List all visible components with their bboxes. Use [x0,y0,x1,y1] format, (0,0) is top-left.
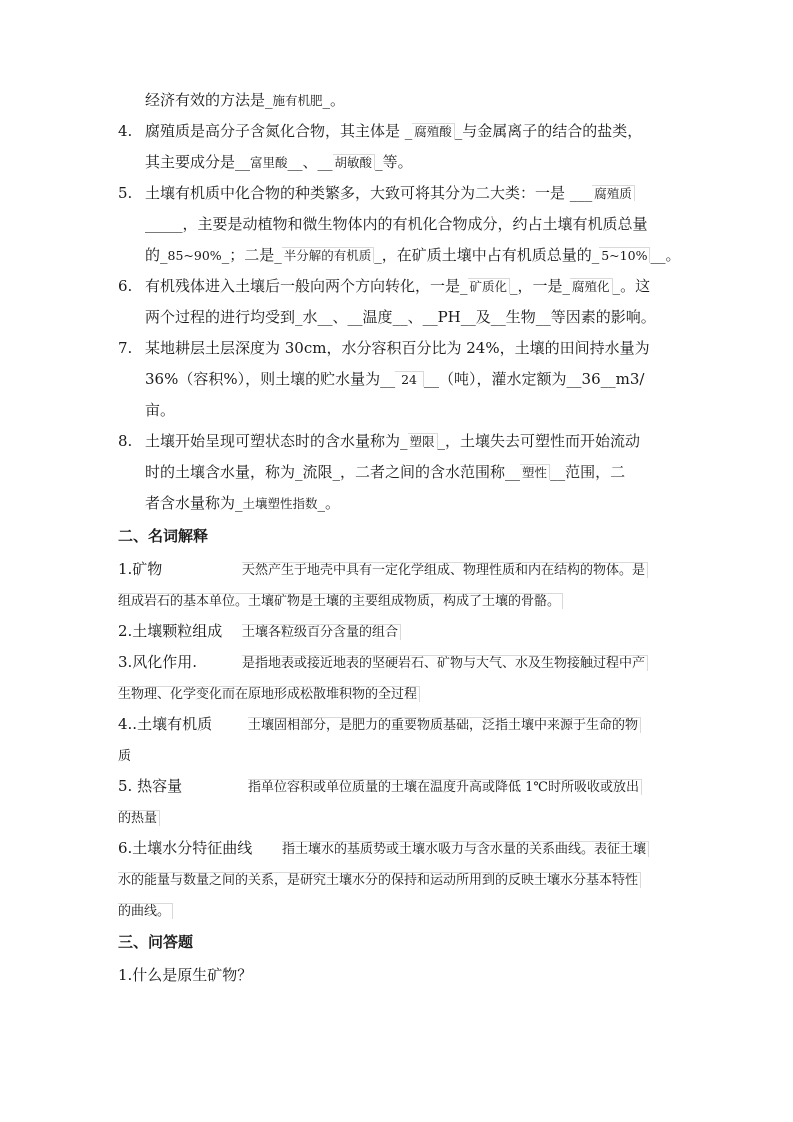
text: 亩。 [145,401,176,419]
term-definition-cont: 生物理、化学变化而在原地形成松散堆积物的全过程 [118,686,420,702]
text: 经济有效的方法是_ [145,91,273,109]
text: __范围，二 [550,463,626,481]
text: _；二是_ [221,246,282,264]
text: 两个过程的进行均受到_ [145,308,303,326]
term-5-row-2 [118,807,160,829]
term-label: 4..土壤有机质 [118,715,213,733]
text: _，一是_ [510,277,571,295]
answer: 流限 [302,463,333,481]
question-number: 8. [118,432,133,450]
term-5-row [118,776,642,798]
question-number: 4. [118,122,133,140]
answer: 温度 [362,308,393,326]
answer: 矿质化 [468,278,511,294]
section-3-heading: 三、问答题 [118,933,194,951]
term-definition-cont: 质 [118,749,132,764]
answer: 腐殖酸 [412,123,455,139]
answer: 24 [395,371,424,387]
term-6-row-3 [118,900,173,922]
answer: 富里酸 [250,155,288,170]
term-definition-cont: 水的能量与数量之间的关系，是研究土壤水分的保持和运动所用到的反映土壤水分基本特性 [118,872,641,888]
answer: 5~10% [599,247,650,263]
answer: 施有机肥 [272,93,323,108]
answer: 85~90% [167,248,222,263]
text: __、__ [317,308,363,326]
term-definition: 土壤固相部分，是肥力的重要物质基础，泛指土壤中来源于生命的物 [248,717,641,733]
answer: 胡敏酸 [333,154,376,170]
answer: 腐殖化 [570,278,613,294]
term-4-row-2 [118,745,131,767]
text: _，土壤失去可塑性而开始流动 [437,432,641,450]
text: __、__ [392,308,438,326]
text: _。 [317,494,341,512]
text: _。这 [612,277,651,295]
term-definition: 天然产生于地壳中具有一定化学组成、物理性质和内在结构的物体。是 [242,562,648,578]
term-6-row [118,838,649,860]
question-8-line-1 [118,431,640,452]
answer: 生物 [505,308,536,326]
question-6-line-1 [118,276,650,297]
text: __等因素的影响。 [535,308,656,326]
text: __。 [650,246,681,264]
term-definition: 土壤各粒级百分含量的组合 [242,624,401,640]
term-2-row [118,621,401,643]
term-3-row [118,652,648,674]
answer: PH [437,308,461,326]
question-8-line-2 [145,462,625,483]
term-label: 5. 热容量 [118,777,183,795]
text: _等。 [375,153,413,171]
question-5-line-3 [145,245,680,266]
text: 时的土壤含水量，称为_ [145,463,303,481]
question-4-line-2 [145,152,413,173]
question-5-line-1 [118,183,635,204]
text: 者含水量称为_ [145,494,243,512]
text: __、__ [287,153,333,171]
text: _____，主要是动植物和微生物体内的有机化合物成分，约占土壤有机质总量 [145,215,648,233]
answer: 塑限 [408,433,438,449]
text: _，二者之间的含水范围称__ [332,463,521,481]
answer: 水 [302,308,318,326]
term-definition-cont: 的热量 [118,810,160,826]
text: __及__ [460,308,506,326]
term-label: 1.矿物 [118,560,163,578]
text: _。 [322,91,346,109]
text: __m3/ [600,370,645,388]
term-1-row [118,559,648,581]
question-7-line-1 [118,338,650,358]
term-definition: 是指地表或接近地表的坚硬岩石、矿物与大气、水及生物接触过程中产 [242,655,648,671]
term-definition-cont: 组成岩石的基本单位。土壤矿物是土壤的主要组成物质，构成了土壤的骨骼。 [118,593,563,609]
term-3-row-2 [118,683,420,705]
term-4-row [118,714,641,736]
text: 其主要成分是__ [145,153,251,171]
text: 有机残体进入土壤后一般向两个方向转化，一是_ [145,277,468,295]
question-8-line-3 [145,493,340,514]
text: _，在矿质土壤中占有机质总量的_ [374,246,600,264]
text: 土壤开始呈现可塑状态时的含水量称为_ [145,432,408,450]
term-label: 2.土壤颗粒组成 [118,622,223,640]
question-number: 5. [118,184,133,202]
term-1-row-2 [118,590,563,612]
term-label: 6.土壤水分特征曲线 [118,839,253,857]
text: _与金属离子的结合的盐类， [454,122,643,140]
text: 某地耕层土层深度为 30cm，水分容积百分比为 24%，土壤的田间持水量为 [145,339,650,357]
question-7-line-2 [145,369,644,390]
question-5-line-2 [145,214,648,234]
section-2-heading: 二、名词解释 [118,527,209,545]
question-7-line-3 [145,400,175,420]
term-6-row-2 [118,869,641,891]
question-number: 7. [118,339,133,357]
answer: 土壤塑性指数 [242,496,318,511]
term-definition-cont: 的曲线。 [118,903,173,919]
text: 腐殖质是高分子含氮化合物，其主体是 _ [145,122,413,140]
text: 的_ [145,246,168,264]
text: 36%（容积%），则土壤的贮水量为__ [145,370,396,388]
term-definition: 指单位容积或单位质量的土壤在温度升高或降低 1℃时所吸收或放出 [248,779,642,795]
term-definition: 指土壤水的基质势或土壤水吸力与含水量的关系曲线。表征土壤 [282,841,649,857]
question-number: 6. [118,277,133,295]
answer: 塑性 [520,464,550,480]
answer: 腐殖质 [592,185,635,201]
question-4-line-1 [118,121,642,142]
answer: 36 [581,370,601,388]
question-3-1: 1.什么是原生矿物？ [118,966,253,984]
question-6-line-2 [145,307,656,327]
text: 土壤有机质中化合物的种类繁多，大致可将其分为二大类：一是 ___ [145,184,593,202]
fill-line-1 [145,90,345,111]
text: __（吨），灌水定额为__ [424,370,582,388]
answer: 半分解的有机质 [282,247,375,263]
term-label: 3.风化作用. [118,653,198,671]
